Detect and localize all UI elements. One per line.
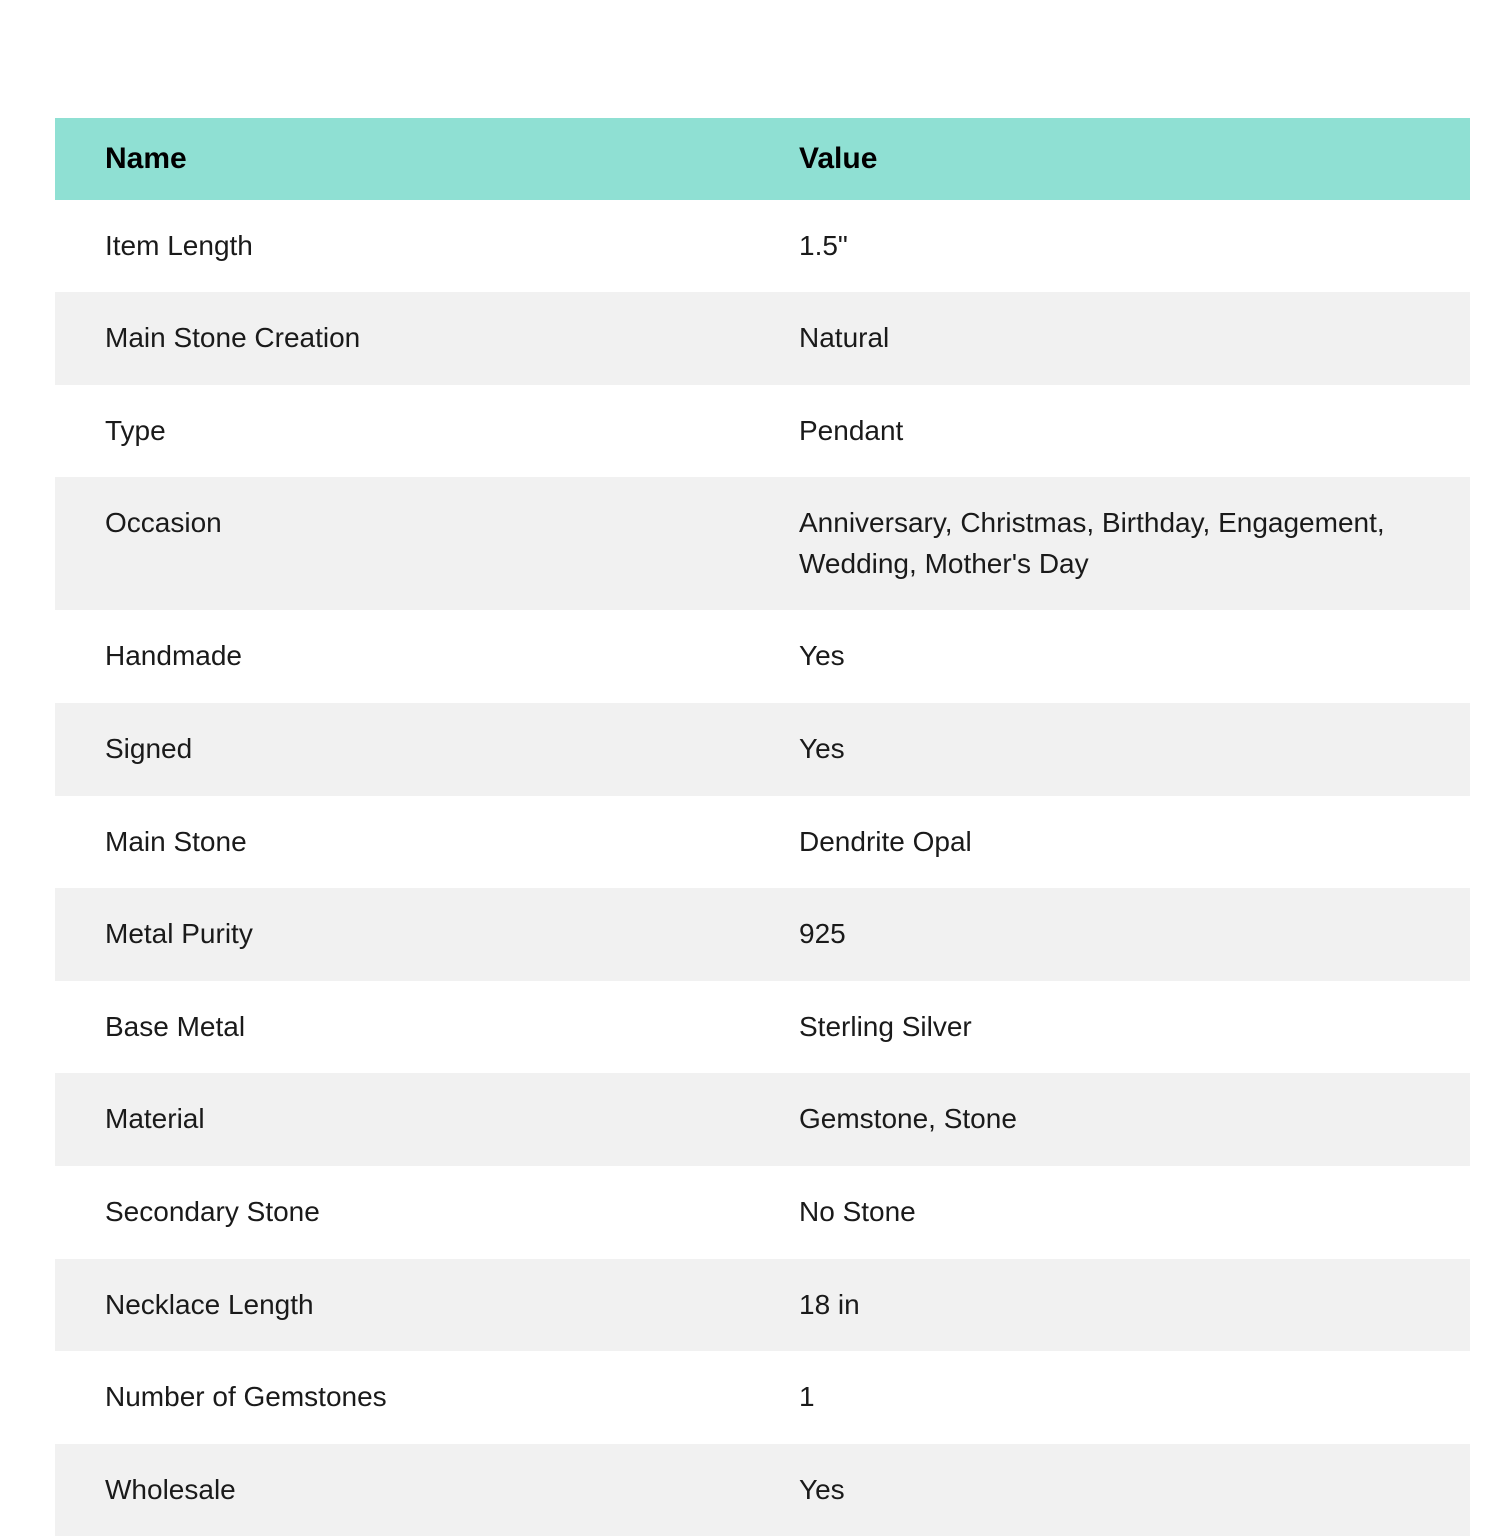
spec-name-cell: Type [55, 385, 767, 478]
table-row [55, 1073, 1470, 1166]
spec-value-cell: Yes [767, 1444, 1470, 1536]
column-header-value: Value [767, 118, 1470, 200]
spec-name-cell: Metal Purity [55, 888, 767, 981]
spec-name-cell: Main Stone Creation [55, 292, 767, 385]
spec-name-cell: Material [55, 1073, 767, 1166]
spec-name-cell: Number of Gemstones [55, 1351, 767, 1444]
table-row [55, 200, 1470, 293]
table-row [55, 981, 1470, 1074]
spec-name-cell: Signed [55, 703, 767, 796]
table-row [55, 1444, 1470, 1536]
spec-value-cell: Dendrite Opal [767, 796, 1470, 889]
table-row [55, 292, 1470, 385]
spec-name-cell: Secondary Stone [55, 1166, 767, 1259]
spec-name-cell: Occasion [55, 477, 767, 610]
spec-value-cell: 1.5" [767, 200, 1470, 293]
column-header-name: Name [55, 118, 767, 200]
spec-value-cell: 925 [767, 888, 1470, 981]
spec-value-cell: Sterling Silver [767, 981, 1470, 1074]
table-row [55, 610, 1470, 703]
spec-value-cell: 18 in [767, 1259, 1470, 1352]
spec-name-cell: Handmade [55, 610, 767, 703]
specifications-table [55, 118, 1470, 1536]
spec-value-cell: Gemstone, Stone [767, 1073, 1470, 1166]
spec-value-cell: Anniversary, Christmas, Birthday, Engagement, Wedding, Mother's Day [767, 477, 1470, 610]
spec-value-cell: Yes [767, 610, 1470, 703]
table-row [55, 1166, 1470, 1259]
spec-name-cell: Wholesale [55, 1444, 767, 1536]
table-header-row [55, 118, 1470, 200]
table-header [55, 118, 1470, 200]
table-row [55, 385, 1470, 478]
spec-name-cell: Main Stone [55, 796, 767, 889]
spec-name-cell: Necklace Length [55, 1259, 767, 1352]
table-row [55, 477, 1470, 610]
table-row [55, 703, 1470, 796]
table-row [55, 1351, 1470, 1444]
spec-value-cell: Pendant [767, 385, 1470, 478]
table-row [55, 796, 1470, 889]
table-body [55, 200, 1470, 1536]
table-row [55, 1259, 1470, 1352]
spec-value-cell: No Stone [767, 1166, 1470, 1259]
spec-name-cell: Item Length [55, 200, 767, 293]
table-row [55, 888, 1470, 981]
spec-value-cell: 1 [767, 1351, 1470, 1444]
spec-value-cell: Natural [767, 292, 1470, 385]
spec-name-cell: Base Metal [55, 981, 767, 1074]
spec-value-cell: Yes [767, 703, 1470, 796]
